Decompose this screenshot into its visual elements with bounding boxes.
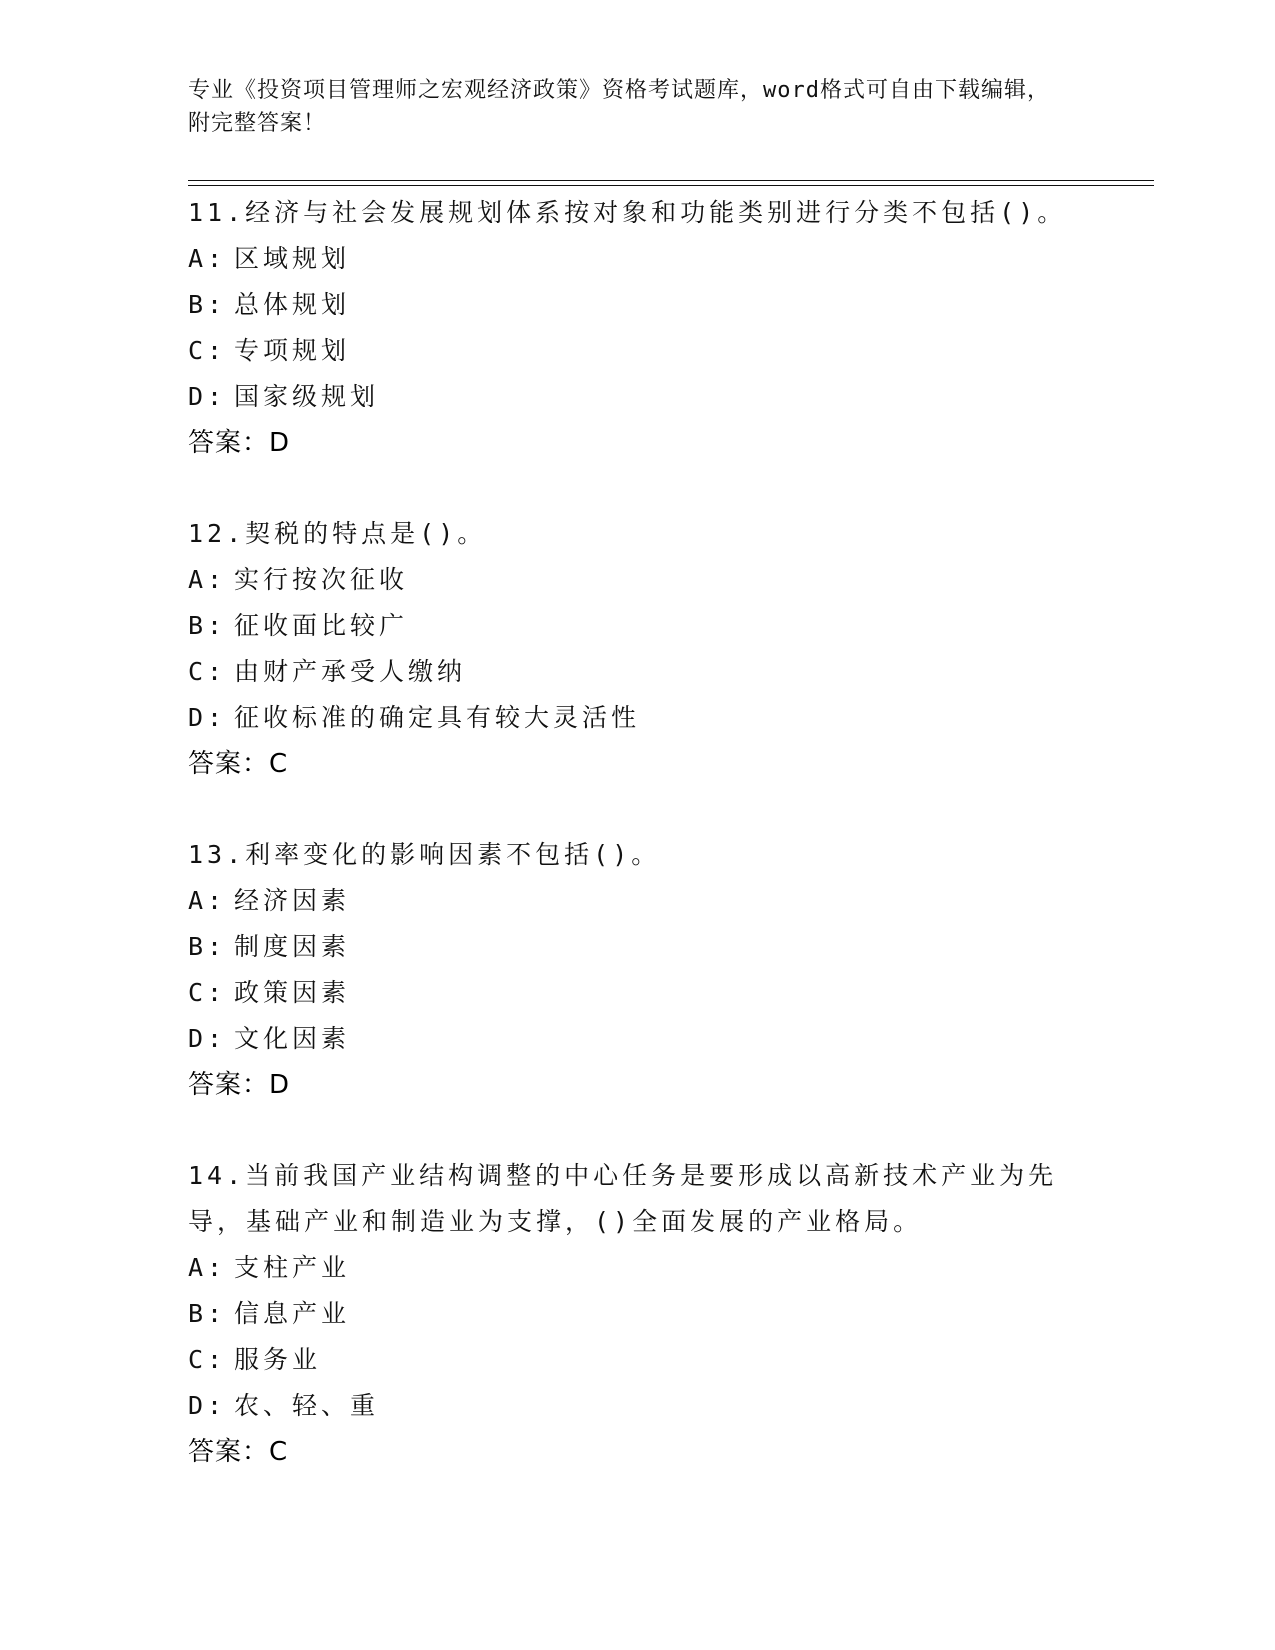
- question-text: 13.利率变化的影响因素不包括()。: [188, 840, 661, 869]
- question-14: [188, 1153, 1088, 1475]
- option-text: 总体规划: [234, 290, 351, 319]
- question-text: 14.当前我国产业结构调整的中心任务是要形成以高新技术产业为先导，基础产业和制造业为支撑，()全面发展的产业格局。: [188, 1161, 1058, 1236]
- option-letter: A:: [188, 244, 227, 273]
- answer-line: 答案：C: [188, 749, 289, 779]
- option-c: [188, 328, 1088, 374]
- answer-line: 答案：D: [188, 1070, 291, 1100]
- option-text: 专项规划: [234, 336, 351, 365]
- question-11: [188, 190, 1088, 466]
- option-b: [188, 282, 1088, 328]
- option-letter: D:: [188, 703, 227, 732]
- option-text: 制度因素: [234, 932, 351, 961]
- option-letter: C:: [188, 657, 227, 686]
- option-b: [188, 1291, 1088, 1337]
- option-letter: C:: [188, 978, 227, 1007]
- option-c: [188, 649, 1088, 695]
- option-letter: B:: [188, 932, 227, 961]
- document-header: 专业《投资项目管理师之宏观经济政策》资格考试题库，word格式可自由下载编辑，附完整答案！: [188, 78, 1050, 136]
- option-letter: A:: [188, 1253, 227, 1282]
- option-d: [188, 1016, 1088, 1062]
- option-letter: B:: [188, 290, 227, 319]
- option-letter: B:: [188, 611, 227, 640]
- option-text: 征收标准的确定具有较大灵活性: [234, 703, 641, 732]
- option-text: 服务业: [234, 1345, 322, 1374]
- option-b: [188, 924, 1088, 970]
- option-letter: D:: [188, 382, 227, 411]
- option-letter: D:: [188, 1391, 227, 1420]
- option-text: 经济因素: [234, 886, 351, 915]
- option-a: [188, 1245, 1088, 1291]
- option-d: [188, 1383, 1088, 1429]
- answer-line: 答案：D: [188, 428, 291, 458]
- option-letter: B:: [188, 1299, 227, 1328]
- option-text: 区域规划: [234, 244, 351, 273]
- answer-line: 答案：C: [188, 1437, 289, 1467]
- option-letter: C:: [188, 1345, 227, 1374]
- option-c: [188, 970, 1088, 1016]
- option-letter: A:: [188, 886, 227, 915]
- option-c: [188, 1337, 1088, 1383]
- option-a: [188, 557, 1088, 603]
- header-divider-top: [188, 180, 1154, 181]
- option-d: [188, 374, 1088, 420]
- option-text: 支柱产业: [234, 1253, 351, 1282]
- option-text: 征收面比较广: [234, 611, 409, 640]
- option-text: 实行按次征收: [234, 565, 409, 594]
- option-d: [188, 695, 1088, 741]
- question-13: [188, 832, 1088, 1108]
- question-text: 12.契税的特点是()。: [188, 519, 487, 548]
- header-divider-bottom: [188, 185, 1154, 186]
- option-text: 政策因素: [234, 978, 351, 1007]
- option-letter: D:: [188, 1024, 227, 1053]
- option-a: [188, 878, 1088, 924]
- option-text: 由财产承受人缴纳: [234, 657, 467, 686]
- question-list: [188, 190, 1088, 1520]
- option-text: 文化因素: [234, 1024, 351, 1053]
- option-a: [188, 236, 1088, 282]
- option-letter: A:: [188, 565, 227, 594]
- option-text: 农、轻、重: [234, 1391, 380, 1420]
- question-text: 11.经济与社会发展规划体系按对象和功能类别进行分类不包括()。: [188, 198, 1067, 227]
- question-12: [188, 511, 1088, 787]
- option-letter: C:: [188, 336, 227, 365]
- option-text: 信息产业: [234, 1299, 351, 1328]
- option-b: [188, 603, 1088, 649]
- option-text: 国家级规划: [234, 382, 380, 411]
